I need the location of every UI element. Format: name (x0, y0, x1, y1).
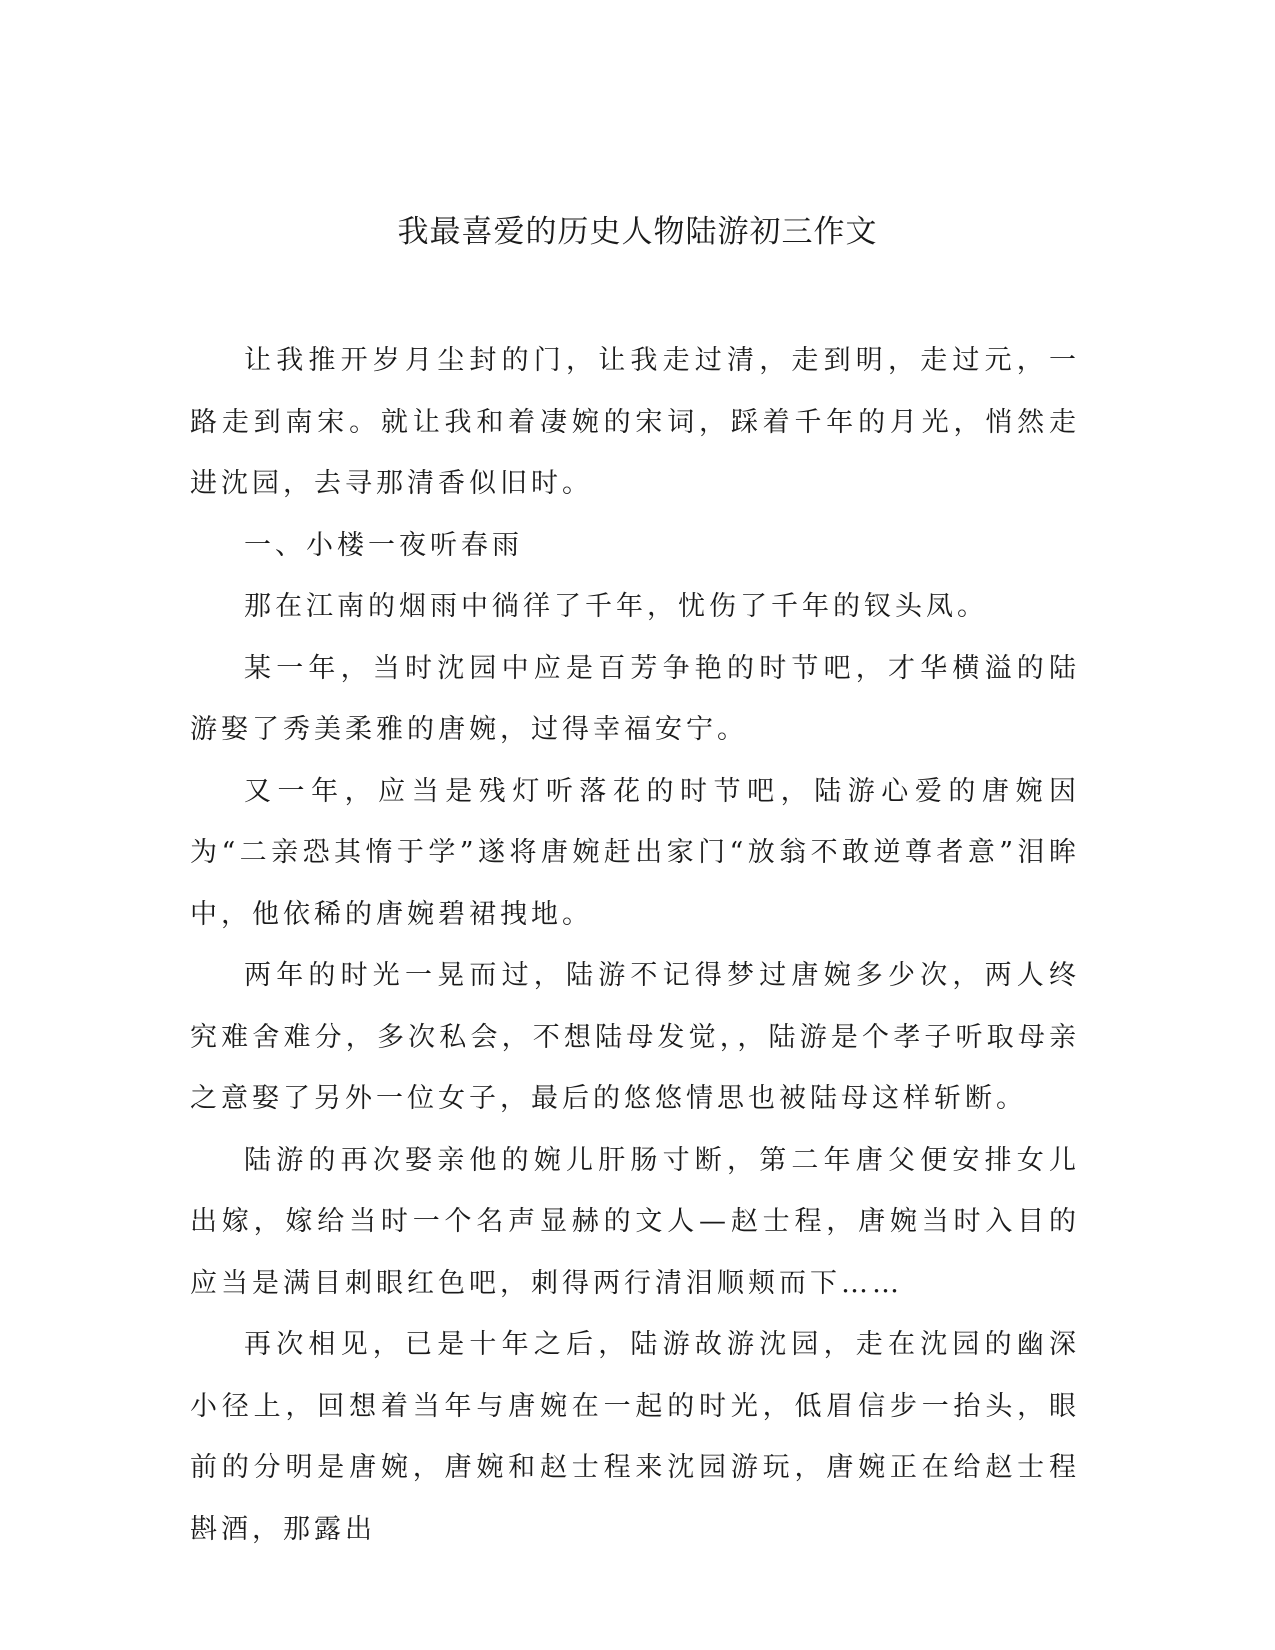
paragraph: 某一年，当时沈园中应是百芳争艳的时节吧，才华横溢的陆游娶了秀美柔雅的唐婉，过得幸福安宁。 (190, 652, 1080, 745)
paragraph: 又一年，应当是残灯听落花的时节吧，陆游心爱的唐婉因为“二亲恐其惰于学”遂将唐婉赶出家门“放翁不敢逆尊者意”泪眸中，他依稀的唐婉碧裙拽地。 (190, 775, 1080, 930)
paragraph: 陆游的再次娶亲他的婉儿肝肠寸断，第二年唐父便安排女儿出嫁，嫁给当时一个名声显赫的文人—赵士程，唐婉当时入目的应当是满目刺眼红色吧，刺得两行清泪顺颊而下…… (190, 1144, 1080, 1299)
paragraph-intro: 让我推开岁月尘封的门，让我走过清，走到明，走过元，一路走到南宋。就让我和着凄婉的宋词，踩着千年的月光，悄然走进沈园，去寻那清香似旧时。 (190, 345, 1080, 499)
paragraph: 那在江南的烟雨中徜徉了千年，忧伤了千年的钗头凤。 (244, 591, 988, 622)
essay-body (190, 330, 1080, 1560)
document-title: 我最喜爱的历史人物陆游初三作文 (397, 214, 878, 250)
paragraph: 两年的时光一晃而过，陆游不记得梦过唐婉多少次，两人终究难舍难分，多次私会，不想陆母发觉，，陆游是个孝子听取母亲之意娶了另外一位女子，最后的悠悠情思也被陆母这样斩断。 (190, 960, 1080, 1114)
section-heading: 一、小楼一夜听春雨 (244, 529, 523, 561)
paragraph: 再次相见，已是十年之后，陆游故游沈园，走在沈园的幽深小径上，回想着当年与唐婉在一起的时光，低眉信步一抬头，眼前的分明是唐婉，唐婉和赵士程来沈园游玩，唐婉正在给赵士程斟酒，那露出 (190, 1329, 1080, 1545)
